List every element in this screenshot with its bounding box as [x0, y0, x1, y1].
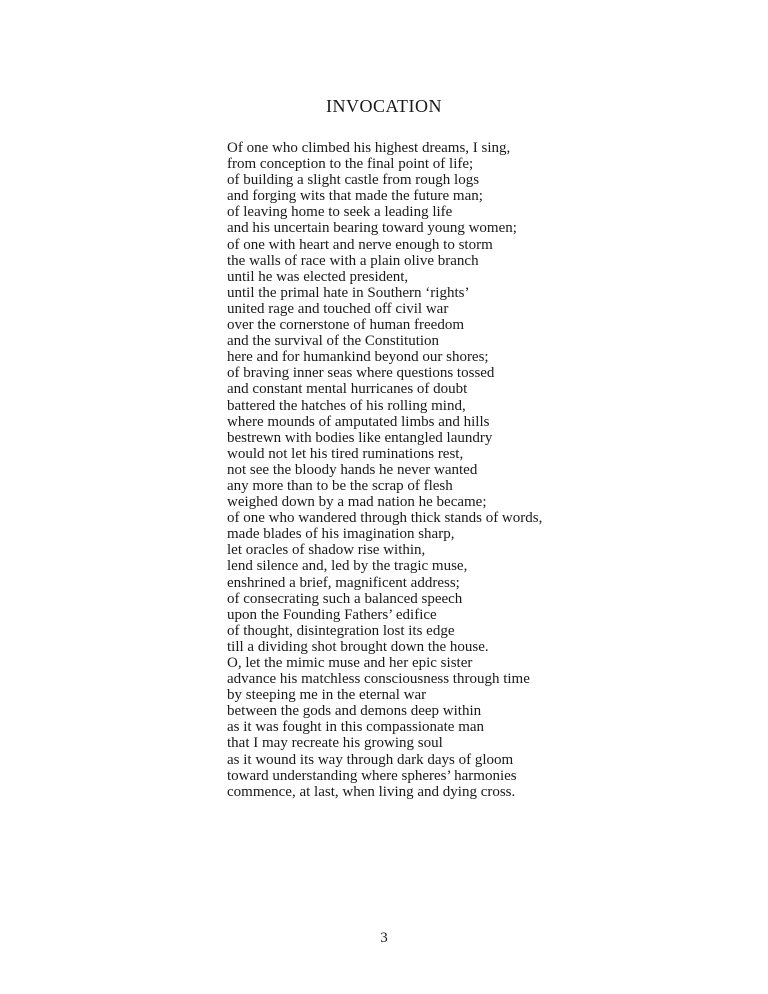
poem-line: commence, at last, when living and dying cross.	[227, 783, 516, 800]
poem-line: united rage and touched off civil war	[227, 300, 449, 317]
poem-line: until the primal hate in Southern ‘rights’	[227, 284, 470, 301]
poem-line: by steeping me in the eternal war	[227, 687, 427, 704]
poem-line: until he was elected president,	[227, 268, 409, 285]
page-number: 3	[380, 930, 388, 946]
poem-line: of leaving home to seek a leading life	[227, 204, 453, 221]
poem-line: upon the Founding Fathers’ edifice	[227, 606, 437, 623]
poem-line: as it was fought in this compassionate man	[227, 719, 485, 736]
poem-line: bestrewn with bodies like entangled laundry	[227, 429, 493, 446]
poem-line: of building a slight castle from rough logs	[227, 172, 480, 189]
poem-line: of consecrating such a balanced speech	[227, 590, 463, 607]
poem-line: of thought, disintegration lost its edge	[227, 622, 455, 639]
poem-line: Of one who climbed his highest dreams, I sing,	[227, 140, 511, 156]
poem-title: INVOCATION	[326, 96, 442, 116]
poem-line: enshrined a brief, magnificent address;	[227, 574, 460, 591]
poem-line: not see the bloody hands he never wanted	[227, 461, 478, 478]
poem-line: made blades of his imagination sharp,	[227, 526, 455, 543]
poem-line: would not let his tired ruminations rest,	[227, 445, 464, 462]
poem-line: weighed down by a mad nation he became;	[227, 494, 487, 511]
poem-line: of one with heart and nerve enough to storm	[227, 236, 493, 253]
poem-line: where mounds of amputated limbs and hills	[227, 413, 490, 430]
poem-line: advance his matchless consciousness through time	[227, 671, 530, 688]
poem-line: over the cornerstone of human freedom	[227, 317, 464, 334]
poem-line: battered the hatches of his rolling mind,	[227, 397, 466, 414]
poem-line: lend silence and, led by the tragic muse,	[227, 558, 468, 575]
poem-line: of one who wandered through thick stands of words,	[227, 510, 543, 527]
poem-line: and constant mental hurricanes of doubt	[227, 381, 468, 398]
poem-line: that I may recreate his growing soul	[227, 735, 443, 752]
poem-body	[227, 140, 747, 800]
poem-line: the walls of race with a plain olive branch	[227, 252, 479, 269]
poem-line: and his uncertain bearing toward young women;	[227, 220, 517, 237]
poem-line: as it wound its way through dark days of gloom	[227, 751, 514, 768]
poem-line: of braving inner seas where questions tossed	[227, 365, 495, 382]
poem-line: toward understanding where spheres’ harmonies	[227, 767, 517, 784]
poem-line: and the survival of the Constitution	[227, 333, 440, 350]
poem-line: let oracles of shadow rise within,	[227, 542, 426, 559]
poem-line: O, let the mimic muse and her epic sister	[227, 655, 473, 671]
poem-line: here and for humankind beyond our shores;	[227, 349, 489, 366]
poem-line: from conception to the final point of life;	[227, 156, 474, 173]
poem-line: till a dividing shot brought down the house.	[227, 638, 489, 655]
poem-line: between the gods and demons deep within	[227, 703, 482, 720]
poem-line: any more than to be the scrap of flesh	[227, 477, 453, 494]
poem-line: and forging wits that made the future man;	[227, 188, 483, 205]
